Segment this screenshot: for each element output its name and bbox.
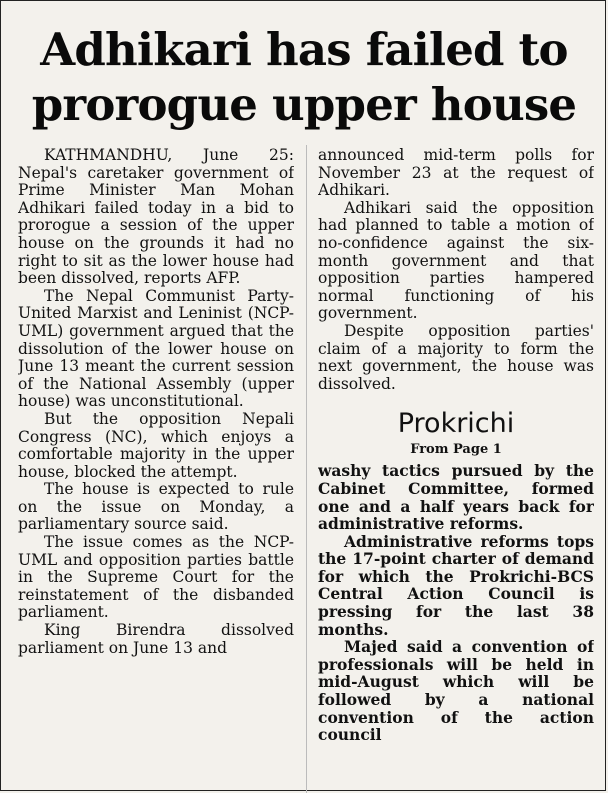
article-paragraph: KATHMANDHU, June 25: Nepal's caretaker government of Prime Minister Man Mohan Adhikari failed today in a bid to prorogue a session of the upper house on the grounds it had no right to sit as the lower house had been dissolved, reports AFP. xyxy=(18,147,294,288)
headline-line-2: prorogue upper house xyxy=(31,78,577,131)
article-paragraph: announced mid-term polls for November 23 at the request of Adhikari. xyxy=(318,147,594,200)
left-column xyxy=(18,147,294,793)
article-paragraph: The house is expected to rule on the issue on Monday, a parliamentary source said. xyxy=(18,480,294,534)
headline xyxy=(0,22,608,132)
column-divider xyxy=(306,145,307,793)
article-paragraph: But the opposition Nepali Congress (NC), which enjoys a comfortable majority in the upper house, blocked the attempt. xyxy=(18,409,294,481)
article-paragraph: Adhikari said the opposition had planned to table a motion of no-confidence against the six-month government and that opposition parties hampered normal functioning of his government. xyxy=(318,198,594,323)
second-story-title: Prokrichi xyxy=(397,408,515,440)
article-paragraph: King Birendra dissolved parliament on June 13 and xyxy=(18,621,294,657)
right-column xyxy=(318,147,594,793)
jump-line: From Page 1 xyxy=(410,442,502,458)
article-paragraph: The issue comes as the NCP-UML and opposition parties battle in the Supreme Court for the reinstatement of the disbanded parliament. xyxy=(18,533,294,622)
second-story-paragraph: Majed said a convention of professionals will be held in mid-August which will be followed by a national convention of the action council xyxy=(318,637,594,745)
headline-line-1: Adhikari has failed to xyxy=(40,23,568,76)
second-story-paragraph: Administrative reforms tops the 17-point charter of demand for which the Prokrichi-BCS Central Action Council is pressing for the last 38 months. xyxy=(318,531,594,639)
article-paragraph: Despite opposition parties' claim of a majority to form the next government, the house was dissolved. xyxy=(318,321,594,393)
second-story-paragraph: washy tactics pursued by the Cabinet Committee, formed one and a half years back for administrative reforms. xyxy=(318,461,594,534)
article-paragraph: The Nepal Communist Party-United Marxist and Leninist (NCP-UML) government argued that the dissolution of the lower house on June 13 meant the current session of the National Assembly (upper house) was unconstitutional. xyxy=(18,286,294,411)
